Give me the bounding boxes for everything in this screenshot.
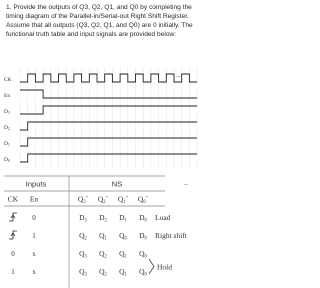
table-row (11, 249, 147, 260)
row-label: Load (155, 213, 171, 222)
cell-en: 1 (32, 232, 36, 240)
table-header-q0-next: $Q_0^+$ (137, 194, 149, 205)
table-header-row (8, 195, 149, 206)
table-row (9, 231, 188, 242)
timing-diagram (0, 64, 200, 170)
table-row (11, 267, 147, 278)
waveform-ck (20, 74, 197, 82)
question-text: 1. Provide the outputs of Q3, Q2, Q1, and Q0 by completing the timing diagram of the Parallel-in/Serial-out Right Shift Register. Assume that all outputs (Q3, Q2, Q1, and Q0) are 0 initially. The functional truth table and input signals are provided below: (6, 4, 193, 39)
rising-edge-icon (9, 213, 17, 221)
table-header-ck: CK (7, 194, 19, 204)
hold-label: Hold (157, 262, 172, 272)
table-more-ellipsis: ... (184, 181, 189, 187)
cell-q1-next: $Q_0$ (119, 231, 127, 242)
cell-q0-next: $D_0$ (139, 231, 147, 242)
cell-en: 0 (32, 214, 36, 222)
table-group-ns: NS (111, 179, 123, 189)
timing-grid (20, 68, 197, 168)
table-row (9, 213, 171, 224)
table-header-q2-next: $Q_2^+$ (97, 194, 109, 205)
signal-label-d2: D2 (4, 125, 10, 131)
truth-table (0, 172, 200, 288)
waveform-d1 (20, 138, 197, 146)
cell-q2-next: $D_2$ (99, 213, 107, 224)
cell-q1-next: $D_1$ (119, 213, 127, 224)
signal-label-en: En (4, 93, 11, 99)
table-header-en: En (29, 194, 39, 204)
timing-waves (20, 74, 197, 162)
table-group-inputs: Inputs (25, 179, 47, 189)
table-header-q3-next: $Q_3^+$ (77, 194, 89, 205)
cell-q3-next: $Q_3$ (79, 267, 87, 278)
cell-q3-next: $D_3$ (79, 213, 87, 224)
cell-q1-next: $Q_1$ (119, 267, 127, 278)
waveform-d0 (20, 154, 197, 162)
signal-label-ck: CK (4, 77, 12, 83)
cell-q0-next: $D_0$ (139, 213, 147, 224)
signal-label-d3: D3 (4, 109, 10, 115)
waveform-d2 (20, 122, 197, 130)
cell-q1-next: $Q_1$ (119, 249, 127, 260)
cell-en: x (32, 250, 36, 258)
cell-ck: 1 (11, 268, 15, 276)
rising-edge-icon (9, 231, 17, 239)
waveform-en (20, 90, 197, 98)
cell-q2-next: $Q_1$ (99, 231, 107, 242)
table-header-q1-next: $Q_1^+$ (117, 194, 129, 205)
signal-label-d0: D0 (4, 157, 10, 163)
cell-q0-next: $Q_0$ (139, 249, 147, 260)
signal-label-d1: D1 (4, 141, 10, 147)
cell-en: x (32, 268, 36, 276)
cell-q2-next: $Q_2$ (99, 249, 107, 260)
row-label: Right shift (155, 231, 187, 240)
timing-ellipsis: ... (176, 73, 181, 79)
timing-labels (4, 77, 12, 163)
cell-q3-next: $Q_3$ (79, 249, 87, 260)
waveform-d3 (20, 106, 197, 114)
cell-q3-next: $Q_2$ (79, 231, 87, 242)
hold-brace (149, 259, 154, 274)
cell-ck: 0 (11, 250, 15, 258)
cell-q0-next: $Q_0$ (139, 267, 147, 278)
cell-q2-next: $Q_2$ (99, 267, 107, 278)
